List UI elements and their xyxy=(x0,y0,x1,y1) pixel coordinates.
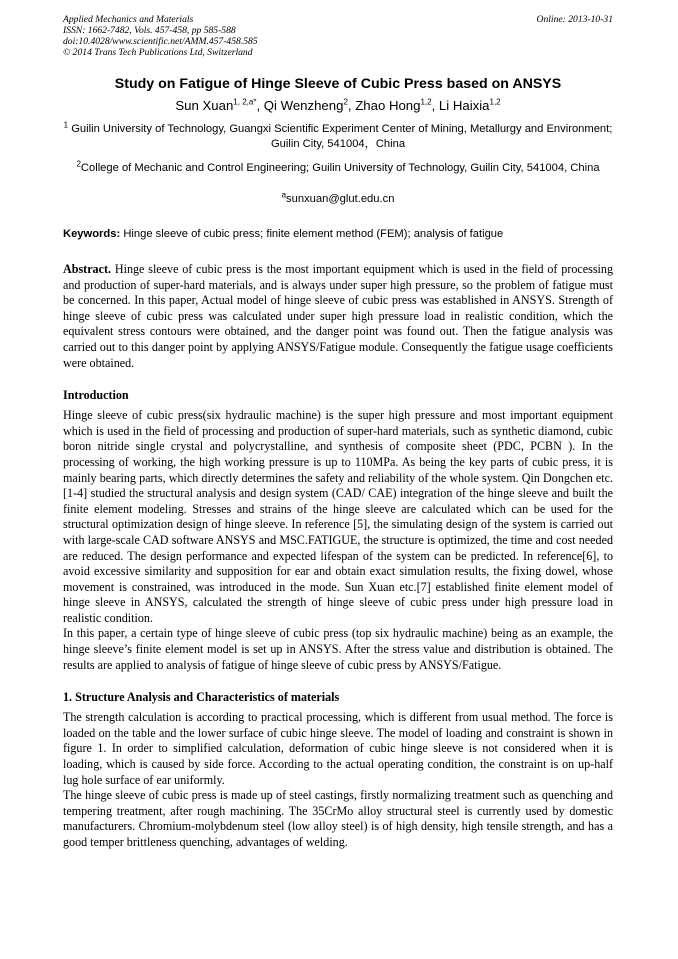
body-paragraph: In this paper, a certain type of hinge sleeve of cubic press (top six hydraulic machine) being as an example, the hinge sleeve’s finite element model is set up in ANSYS. After the stress value and distribution is obtained. The results are applied to analysis of fatigue of hinge sleeve of cubic press by ANSYS/Fatigue. xyxy=(63,626,613,672)
author-email xyxy=(63,192,613,206)
author-name: Zhao Hong xyxy=(355,98,421,113)
affiliation-text: Guilin University of Technology, Guangxi Scientific Experiment Center of Mining, Metallurgy and Environment; Guilin City, 541004，China xyxy=(71,123,613,150)
affiliation-text: College of Mechanic and Control Engineering; Guilin University of Technology, Guilin City, 541004, China xyxy=(80,162,600,174)
doi-line: doi:10.4028/www.scientific.net/AMM.457-458.585 xyxy=(63,36,258,47)
abstract-label: Abstract. xyxy=(63,262,112,276)
paper-page xyxy=(63,14,613,851)
body-paragraph: The strength calculation is according to practical processing, which is different from usual method. The force is loaded on the table and the lower surface of cubic hinge sleeve. The model of loading and constraint is shown in figure 1. In order to simplified calculation, deformation of cubic hinge sleeve is not considered when it is loading, which is caused by side force. According to the actual operating condition, the constraint is on up-half lug hole surface of ear uniformly. xyxy=(63,710,613,787)
paper-title: Study on Fatigue of Hinge Sleeve of Cubic Press based on ANSYS xyxy=(114,76,562,92)
email-mark: a xyxy=(281,190,287,200)
section-heading-structure-analysis: 1. Structure Analysis and Characteristics of materials xyxy=(63,690,340,705)
author-name: Sun Xuan xyxy=(175,98,234,113)
affiliation-2 xyxy=(63,161,613,176)
author-affiliation-mark: 1,2 xyxy=(420,97,432,107)
author-name: Qi Wenzheng xyxy=(263,98,344,113)
body-paragraph: The hinge sleeve of cubic press is made up of steel castings, firstly normalizing treatment such as quenching and tempering treatment, after rough machining. The 35CrMo alloy structural steel is currently used by domestic manufacturers. Chromium-molybdenum steel (low alloy steel) is of high density, high tensile strength, and has a good temper brittleness quenching, advantages of welding. xyxy=(63,788,613,849)
affiliation-mark: 2 xyxy=(76,159,81,169)
abstract xyxy=(63,262,613,371)
issn-line: ISSN: 1662-7482, Vols. 457-458, pp 585-588 xyxy=(63,25,236,36)
body-paragraph: Hinge sleeve of cubic press(six hydraulic machine) is the super high pressure and most important equipment which is used in the field of processing and production of super-hard materials, such as synthetic diamond, cubic boron nitride single crystal and polycrystalline, and synthesis of composite sheet (PDC, PCBN ). In the processing of working, the high working pressure is up to 110MPa. As being the key parts of cubic press, it is mainly bearing parts, which directly determines the safety and reliability of the whole system. Qin Dongchen etc.[1-4] studied the structural analysis and design system (CAD/ CAE) integration of the hinge sleeve and built the finite element modeling. Stresses and strains of the hinge sleeve are calculated which can be used for the structural optimization design of hinge sleeve. In reference [5], the simulating design of the system is carried out with large-scale CAD software ANSYS and MSC.FATIGUE, the structure is optimized, the time and cost needed are reduced. The design performance and expected lifespan of the system can be predicted. In reference[6], to avoid excessive similarity and supposition for ear and obtain exact simulation results, the fixing dowel, whose movement is constrained, was introduced in the mode. Sun Xuan etc.[7] established finite element model of hinge sleeve in ANSYS, calculated the strength of hinge sleeve of cubic press under high pressure load in realistic condition. xyxy=(63,408,613,625)
copyright-line: © 2014 Trans Tech Publications Ltd, Switzerland xyxy=(63,47,253,58)
email-link[interactable]: sunxuan@glut.edu.cn xyxy=(286,193,395,205)
keywords-text: Hinge sleeve of cubic press; finite element method (FEM); analysis of fatigue xyxy=(123,228,504,240)
author-affiliation-mark: 1, 2,a* xyxy=(233,97,257,107)
affiliation-1 xyxy=(63,122,613,152)
author-list: Sun Xuan$^{1, 2,a*}$, Qi Wenzheng$^2$, Zhao Hong$^{1,2}$, Li Haixia$^{1,2}$ xyxy=(175,97,501,113)
abstract-text: Hinge sleeve of cubic press is the most important equipment which is used in the field of processing and production of super-hard materials, and is always under super high pressure, so the problem of fatigue must be concerned. In this paper, Actual model of hinge sleeve of cubic press was established in ANSYS. Strength of hinge sleeve of cubic press was calculated under super high pressure load in realistic condition, which the equivalent stress contours were obtained, and the danger point was found out. Then the fatigue analysis was carried out to this danger point by applying ANSYS/Fatigue module. Consequently the fatigue usage coefficients were obtained. xyxy=(63,262,614,370)
journal-name: Applied Mechanics and Materials xyxy=(63,14,194,25)
journal-header xyxy=(63,14,613,58)
author-name: Li Haixia xyxy=(438,98,490,113)
keywords-label: Keywords: xyxy=(63,228,121,240)
online-date: Online: 2013-10-31 xyxy=(536,14,613,25)
author-affiliation-mark: 2 xyxy=(343,97,348,107)
author-affiliation-mark: 1,2 xyxy=(489,97,501,107)
section-heading-introduction: Introduction xyxy=(63,388,129,403)
affiliation-mark: 1 xyxy=(63,120,69,130)
keywords xyxy=(63,227,613,241)
